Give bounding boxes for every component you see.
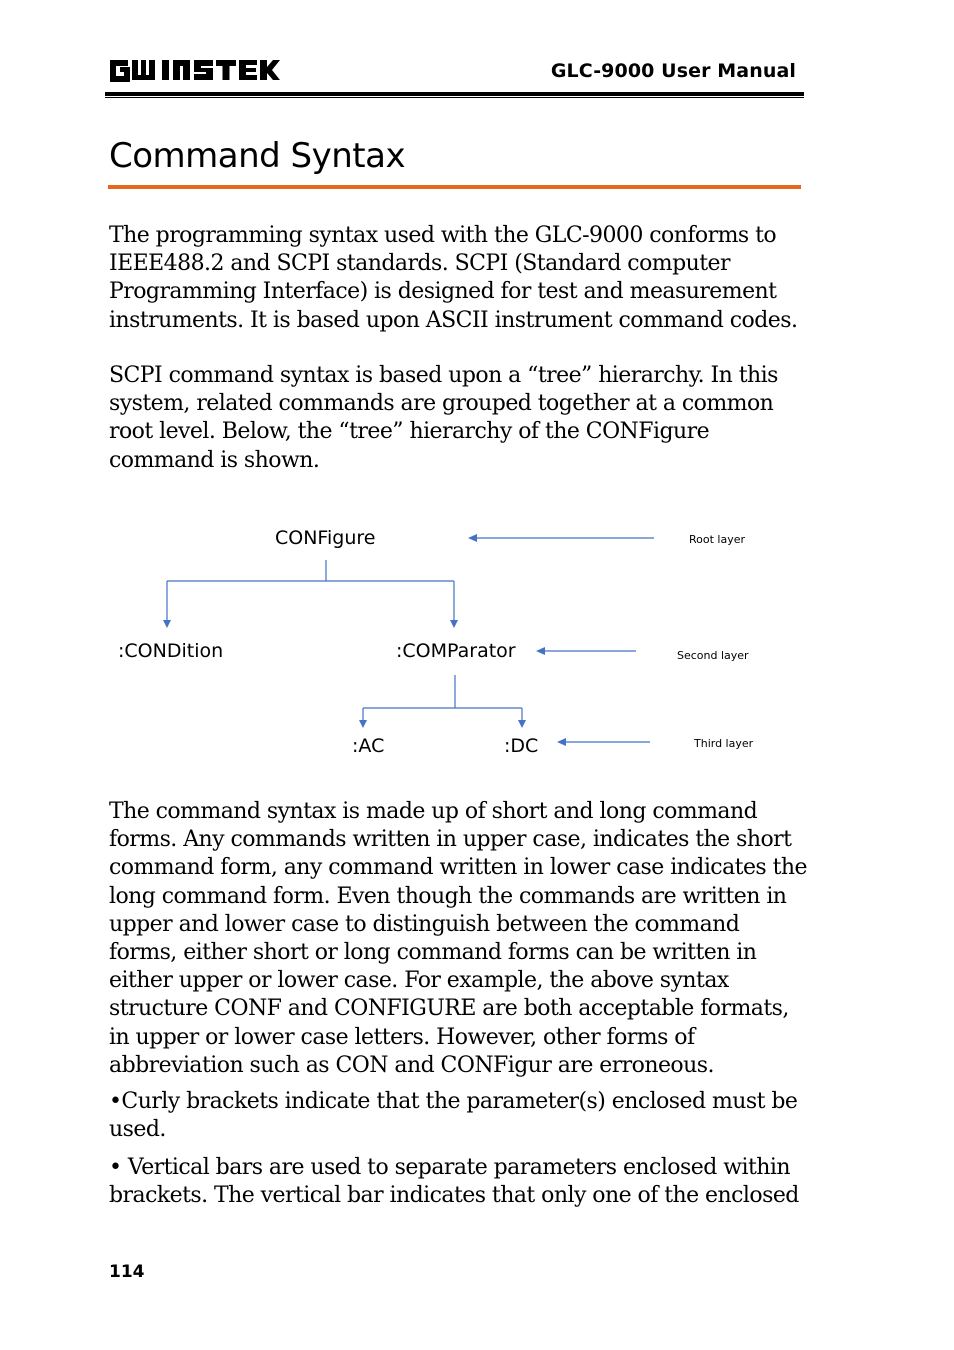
arrow-down-condition-icon (163, 620, 171, 628)
arrow-down-dc-icon (518, 720, 526, 728)
header-rule-thin (105, 97, 804, 98)
bullet-vertical-bars: • Vertical bars are used to separate parameters enclosed within brackets. The vertical bar indicates that only one of the enclosed (109, 1155, 799, 1209)
header-rule (105, 92, 804, 96)
section-title: Command Syntax (109, 136, 406, 176)
node-configure: CONFigure (275, 527, 376, 549)
intro-paragraph-2: SCPI command syntax is based upon a “tree” hierarchy. In this system, related commands are grouped together at a common root level. Below, the “tree” hierarchy of the CONFigure command is shown. (109, 363, 778, 473)
command-tree-diagram (0, 500, 954, 790)
arrow-down-ac-icon (359, 720, 367, 728)
root-layer-label: Root layer (689, 533, 746, 546)
second-layer-label: Second layer (677, 649, 749, 662)
intro-paragraph-1: The programming syntax used with the GLC-9000 conforms to IEEE488.2 and SCPI standards. SCPI (Standard computer Programming Interface) is designed for test and measurement instruments. It is based upon ASCII instrument command codes. (109, 223, 798, 333)
arrow-left-root-icon (468, 534, 477, 542)
page-number: 114 (109, 1262, 145, 1282)
body-paragraph: The command syntax is made up of short and long command forms. Any commands written in upper case, indicates the short command form, any command written in lower case indicates the long command form. Even though the commands are written in upper and lower case to distinguish between the command forms, either short or long command forms can be written in either upper or lower case. For example, the above syntax structure CONF and CONFIGURE are both acceptable formats, in upper or lower case letters. However, other forms of abbreviation such as CON and CONFigur are erroneous. (109, 799, 807, 1078)
arrow-down-comparator-icon (450, 620, 458, 628)
title-underline (108, 185, 801, 189)
node-dc: :DC (504, 735, 539, 757)
gw-instek-logo (108, 56, 280, 84)
third-layer-label: Third layer (694, 737, 754, 750)
bullet-curly-brackets: •Curly brackets indicate that the parameter(s) enclosed must be used. (109, 1089, 798, 1143)
arrow-left-second-icon (536, 647, 545, 655)
node-comparator: :COMParator (396, 640, 516, 662)
node-ac: :AC (352, 735, 385, 757)
manual-title: GLC-9000 User Manual (550, 60, 796, 82)
node-condition: :CONDition (118, 640, 224, 662)
arrow-left-third-icon (557, 738, 566, 746)
